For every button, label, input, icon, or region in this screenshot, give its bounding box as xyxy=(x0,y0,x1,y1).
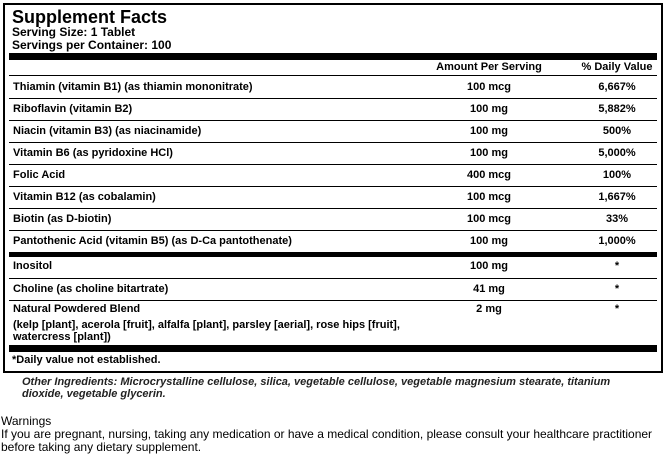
nutrient-daily-value: 1,667% xyxy=(598,191,636,203)
daily-value-footnote: *Daily value not established. xyxy=(12,354,161,366)
nutrient-amount: 100 mcg xyxy=(466,191,512,203)
nutrient-name: Vitamin B6 (as pyridoxine HCl) xyxy=(13,147,173,159)
table-row xyxy=(9,208,657,230)
column-header-daily-value: % Daily Value xyxy=(581,61,653,73)
nutrient-name: Folic Acid xyxy=(13,169,66,181)
other-ingredients: Other Ingredients: Microcrystalline cellulose, silica, vegetable cellulose, vegetable magnesium stearate, titanium dioxide, vegetable glycerin. xyxy=(22,376,611,400)
nutrient-amount: 100 mg xyxy=(470,125,508,137)
table-row xyxy=(9,164,657,186)
nutrient-amount: 100 mcg xyxy=(466,213,512,225)
table-row xyxy=(9,98,657,120)
supplement-facts-panel xyxy=(3,3,663,373)
nutrient-daily-value: * xyxy=(614,303,620,315)
nutrient-name: Choline (as choline bitartrate) xyxy=(13,283,169,295)
nutrient-amount: 100 mg xyxy=(470,260,508,272)
footer-divider xyxy=(9,345,657,352)
nutrient-name: Riboflavin (vitamin B2) xyxy=(13,103,133,115)
blend-name: Natural Powdered Blend xyxy=(13,303,141,315)
nutrient-daily-value: 100% xyxy=(602,169,632,181)
nutrient-amount: 100 mg xyxy=(470,147,508,159)
nutrient-daily-value: 1,000% xyxy=(598,235,636,247)
nutrient-daily-value: 5,882% xyxy=(598,103,636,115)
blend-detail: (kelp [plant], acerola [fruit], alfalfa [plant], parsley [aerial], rose hips [fruit], watercress [plant]) xyxy=(13,319,400,343)
warnings-title: Warnings xyxy=(1,414,52,428)
nutrient-daily-value: 5,000% xyxy=(598,147,636,159)
nutrient-amount: 400 mcg xyxy=(466,169,512,181)
table-row xyxy=(9,120,657,142)
nutrient-daily-value: * xyxy=(614,260,620,272)
nutrient-name: Niacin (vitamin B3) (as niacinamide) xyxy=(13,125,202,137)
table-row xyxy=(9,186,657,208)
header-divider xyxy=(9,53,657,60)
serving-size: Serving Size: 1 Tablet xyxy=(12,25,136,39)
nutrient-name: Inositol xyxy=(13,260,53,272)
table-row xyxy=(9,230,657,252)
nutrient-amount: 41 mg xyxy=(473,283,505,295)
nutrient-amount: 2 mg xyxy=(476,303,502,315)
warnings-text: If you are pregnant, nursing, taking any medication or have a medical condition, please consult your healthcare practitioner before taking any dietary supplement. xyxy=(1,427,653,454)
table-row xyxy=(9,278,657,300)
nutrient-name: Pantothenic Acid (vitamin B5) (as D-Ca pantothenate) xyxy=(13,235,292,247)
nutrient-name: Vitamin B12 (as cobalamin) xyxy=(13,191,156,203)
table-row xyxy=(9,255,657,277)
table-row xyxy=(9,76,657,98)
nutrient-amount: 100 mg xyxy=(470,235,508,247)
nutrient-name xyxy=(13,303,400,343)
nutrient-daily-value: * xyxy=(614,283,620,295)
column-header-amount: Amount Per Serving xyxy=(436,61,542,73)
nutrient-name: Thiamin (vitamin B1) (as thiamin mononitrate) xyxy=(13,81,253,93)
nutrient-amount: 100 mg xyxy=(470,103,508,115)
servings-per-container: Servings per Container: 100 xyxy=(12,38,172,52)
table-row xyxy=(9,142,657,164)
nutrient-name: Biotin (as D-biotin) xyxy=(13,213,112,225)
nutrient-amount: 100 mcg xyxy=(466,81,512,93)
nutrient-daily-value: 33% xyxy=(605,213,629,225)
table-row-blend xyxy=(9,301,657,345)
nutrient-daily-value: 500% xyxy=(602,125,632,137)
panel-title: Supplement Facts xyxy=(12,7,168,27)
nutrient-daily-value: 6,667% xyxy=(598,81,636,93)
